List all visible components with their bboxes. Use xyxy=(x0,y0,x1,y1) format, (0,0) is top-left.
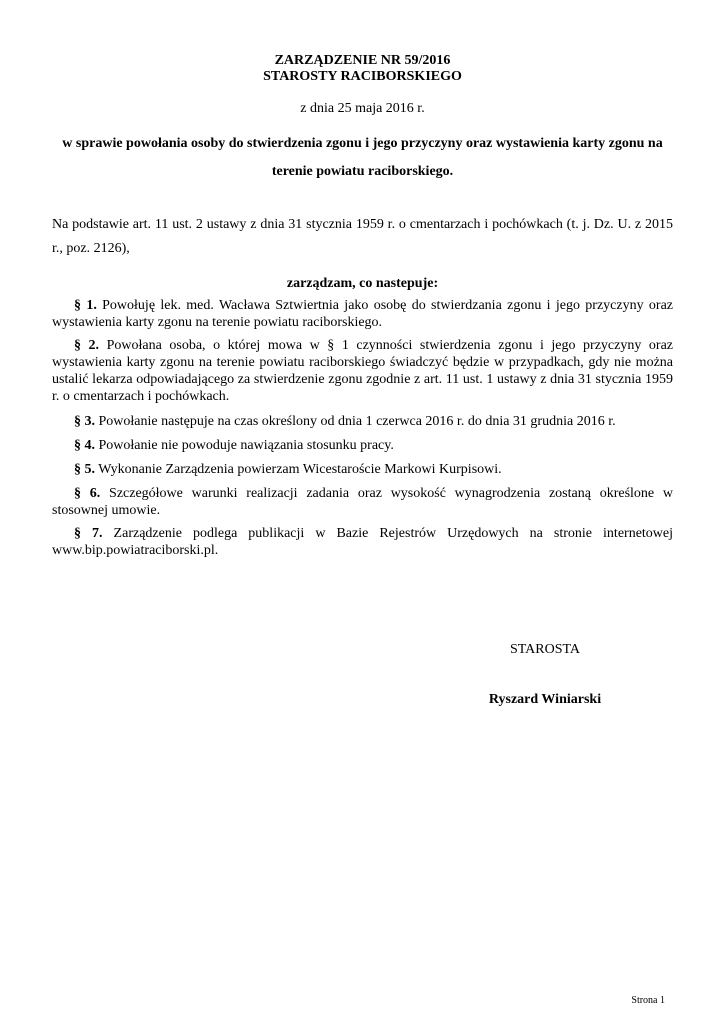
paragraph-number: § 1. xyxy=(74,298,97,313)
signature-role: STAROSTA xyxy=(509,642,581,657)
decision-heading: zarządzam, co nastepuje: xyxy=(286,276,439,291)
document-date: z dnia 25 maja 2016 r. xyxy=(300,101,425,116)
legal-basis: Na podstawie art. 11 ust. 2 ustawy z dnia 31 stycznia 1959 r. o cmentarzach i pochówkach (t. j. Dz. U. z 2015 r., poz. 2126), xyxy=(52,217,673,256)
paragraph-number: § 5. xyxy=(74,462,95,477)
paragraph-text: Powołanie następuje na czas określony od dnia 1 czerwca 2016 r. do dnia 31 grudnia 2016 r. xyxy=(95,414,616,429)
paragraph-text: Powołuję lek. med. Wacława Sztwiertnia jako osobę do stwierdzania zgonu i jego przyczyny oraz wystawienia karty zgonu na terenie powiatu raciborskiego. xyxy=(52,298,673,330)
paragraph-text: Wykonanie Zarządzenia powierzam Wicestaroście Markowi Kurpisowi. xyxy=(95,462,502,477)
paragraph-number: § 7. xyxy=(74,526,103,541)
paragraph-number: § 6. xyxy=(74,486,101,501)
paragraph-4 xyxy=(52,437,673,454)
paragraph-5 xyxy=(52,461,673,478)
paragraph-text: Powołana osoba, o której mowa w § 1 czynności stwierdzenia zgonu i jego przyczyny oraz wystawienia karty zgonu na terenie powiatu raciborskiego świadczyć będzie w przypadkach, gdy nie można ustalić lekarza odpowiadającego za stwierdzenie zgonu zgodnie z art. 11 ust. 1 ustawy z dnia 31 stycznia 1959 r. o cmentarzach i pochówkach. xyxy=(52,338,674,404)
paragraph-6 xyxy=(52,485,673,519)
paragraph-1 xyxy=(52,297,673,331)
paragraph-number: § 2. xyxy=(74,338,100,353)
paragraph-text: Szczegółowe warunki realizacji zadania oraz wysokość wynagrodzenia zostaną określone w stosownej umowie. xyxy=(52,486,673,518)
title-line-1: ZARZĄDZENIE NR 59/2016 xyxy=(274,53,451,68)
paragraph-3 xyxy=(52,413,673,430)
paragraph-7 xyxy=(52,525,673,559)
paragraph-2 xyxy=(52,337,673,405)
page-number: Strona 1 xyxy=(631,995,665,1006)
document-title xyxy=(0,53,725,85)
paragraph-number: § 3. xyxy=(74,414,95,429)
signature-name: Ryszard Winiarski xyxy=(488,692,602,707)
paragraph-text: Zarządzenie podlega publikacji w Bazie Rejestrów Urzędowych na stronie internetowej www.bip.powiatraciborski.pl. xyxy=(52,526,674,558)
paragraph-number: § 4. xyxy=(74,438,95,453)
document-subject: w sprawie powołania osoby do stwierdzenia zgonu i jego przyczyny oraz wystawienia karty zgonu na terenie powiatu raciborskiego. xyxy=(62,136,663,179)
title-line-2: STAROSTY RACIBORSKIEGO xyxy=(263,69,462,84)
paragraph-text: Powołanie nie powoduje nawiązania stosunku pracy. xyxy=(95,438,394,453)
